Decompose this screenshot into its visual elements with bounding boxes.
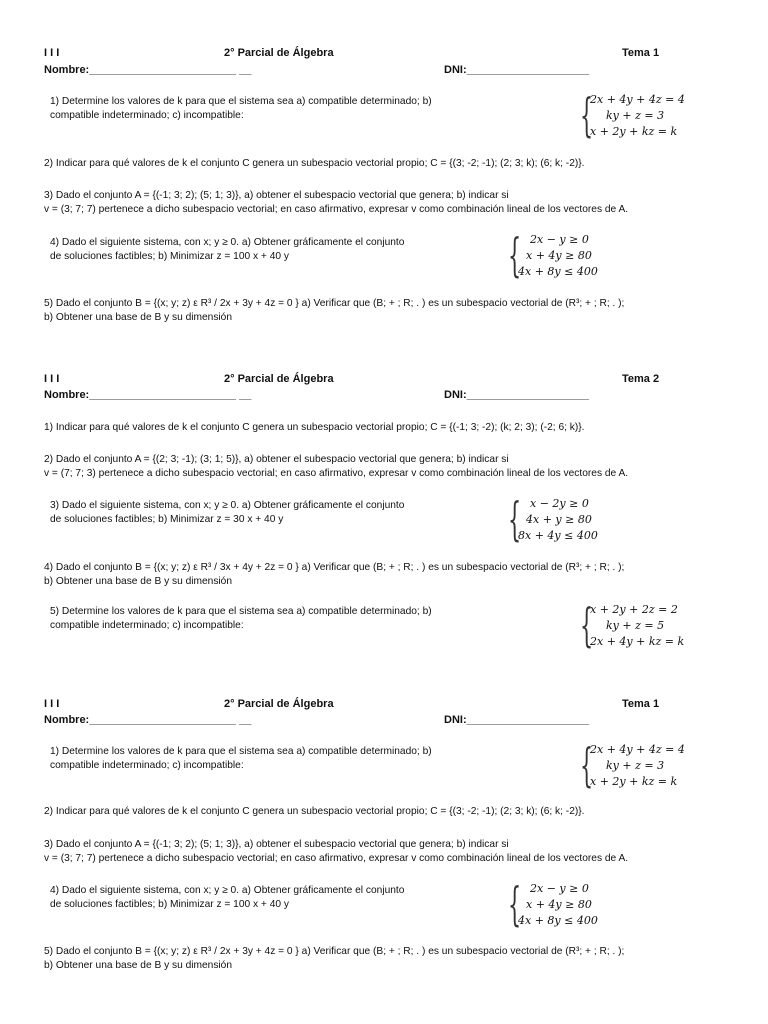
equation-system: { x + 2y + 2z = 2 ky + z = 5 2x + 4y + kz = k [580,598,685,652]
nombre-field: Nombre:________________________ __ [44,714,252,726]
question-4: 4) Dado el siguiente sistema, con x; y ≥ 0. a) Obtener gráficamente el conjunto de soluciones factibles; b) Minimizar z = 100 x + 40 y [50,885,405,910]
brace-icon: { [508,228,522,282]
question-4: 4) Dado el siguiente sistema, con x; y ≥ 0. a) Obtener gráficamente el conjunto de soluciones factibles; b) Minimizar z = 100 x + 40 y [50,237,405,262]
inequality-system: { x − 2y ≥ 0 4x + y ≥ 80 8x + 4y ≤ 400 [508,492,598,546]
dni-field: DNI:____________________ [444,389,589,401]
question-2: 2) Indicar para qué valores de k el conjunto C genera un subespacio vectorial propio; C = {(3; -2; -1); (2; 3; k); (6; k; -2)}. [44,806,585,817]
roman-numerals: I I I [44,47,60,59]
exam-title: 2° Parcial de Álgebra [224,698,334,710]
dni-field: DNI:____________________ [444,64,589,76]
roman-numerals: I I I [44,698,60,710]
brace-icon: { [508,492,522,546]
question-2: 2) Indicar para qué valores de k el conjunto C genera un subespacio vectorial propio; C = {(3; -2; -1); (2; 3; k); (6; k; -2)}. [44,158,585,169]
exam-title: 2° Parcial de Álgebra [224,373,334,385]
brace-icon: { [580,88,594,142]
question-5: 5) Determine los valores de k para que el sistema sea a) compatible determinado; b) compatible indeterminado; c) incompatible: [50,606,432,631]
nombre-field: Nombre:________________________ __ [44,64,252,76]
brace-icon: { [508,877,522,931]
roman-numerals: I I I [44,373,60,385]
tema-label: Tema 1 [622,698,660,710]
inequality-system: { 2x − y ≥ 0 x + 4y ≥ 80 4x + 8y ≤ 400 [508,228,598,282]
tema-label: Tema 2 [622,373,660,385]
equation-system: { 2x + 4y + 4z = 4 ky + z = 3 x + 2y + kz = k [580,738,685,792]
brace-icon: { [580,738,594,792]
question-1: 1) Determine los valores de k para que el sistema sea a) compatible determinado; b) compatible indeterminado; c) incompatible: [50,96,432,121]
tema-label: Tema 1 [622,47,660,59]
question-2: 2) Dado el conjunto A = {(2; 3; -1); (3; 1; 5)}, a) obtener el subespacio vectorial que genera; b) indicar si v = (7; 7; 3) pertenece a dicho subespacio vectorial; en caso afirmativo, expresar v como combinación lineal de los vectores de A. [44,454,629,479]
equation-system: { 2x + 4y + 4z = 4 ky + z = 3 x + 2y + kz = k [580,88,685,142]
question-1: 1) Indicar para qué valores de k el conjunto C genera un subespacio vectorial propio; C = {(-1; 3; -2); (k; 2; 3); (-2; 6; k)}. [44,422,585,433]
question-5: 5) Dado el conjunto B = {(x; y; z) ε R³ / 2x + 3y + 4z = 0 } a) Verificar que (B; + ; R; . ) es un subespacio vectorial de (R³; + ; R; . ); b) Obtener una base de B y su dimensión [44,298,625,323]
dni-field: DNI:____________________ [444,714,589,726]
inequality-system: { 2x − y ≥ 0 x + 4y ≥ 80 4x + 8y ≤ 400 [508,877,598,931]
question-1: 1) Determine los valores de k para que el sistema sea a) compatible determinado; b) compatible indeterminado; c) incompatible: [50,746,432,771]
question-3: 3) Dado el siguiente sistema, con x; y ≥ 0. a) Obtener gráficamente el conjunto de soluciones factibles; b) Minimizar z = 30 x + 40 y [50,500,405,525]
question-5: 5) Dado el conjunto B = {(x; y; z) ε R³ / 2x + 3y + 4z = 0 } a) Verificar que (B; + ; R; . ) es un subespacio vectorial de (R³; + ; R; . ); b) Obtener una base de B y su dimensión [44,946,625,971]
question-3: 3) Dado el conjunto A = {(-1; 3; 2); (5; 1; 3)}, a) obtener el subespacio vectorial que genera; b) indicar si v = (3; 7; 7) pertenece a dicho subespacio vectorial; en caso afirmativo, expresar v como combinación lineal de los vectores de A. [44,190,629,215]
exam-title: 2° Parcial de Álgebra [224,47,334,59]
nombre-field: Nombre:________________________ __ [44,389,252,401]
brace-icon: { [580,598,594,652]
question-3: 3) Dado el conjunto A = {(-1; 3; 2); (5; 1; 3)}, a) obtener el subespacio vectorial que genera; b) indicar si v = (3; 7; 7) pertenece a dicho subespacio vectorial; en caso afirmativo, expresar v como combinación lineal de los vectores de A. [44,839,629,864]
question-4: 4) Dado el conjunto B = {(x; y; z) ε R³ / 3x + 4y + 2z = 0 } a) Verificar que (B; + ; R; . ) es un subespacio vectorial de (R³; + ; R; . ); b) Obtener una base de B y su dimensión [44,562,625,587]
